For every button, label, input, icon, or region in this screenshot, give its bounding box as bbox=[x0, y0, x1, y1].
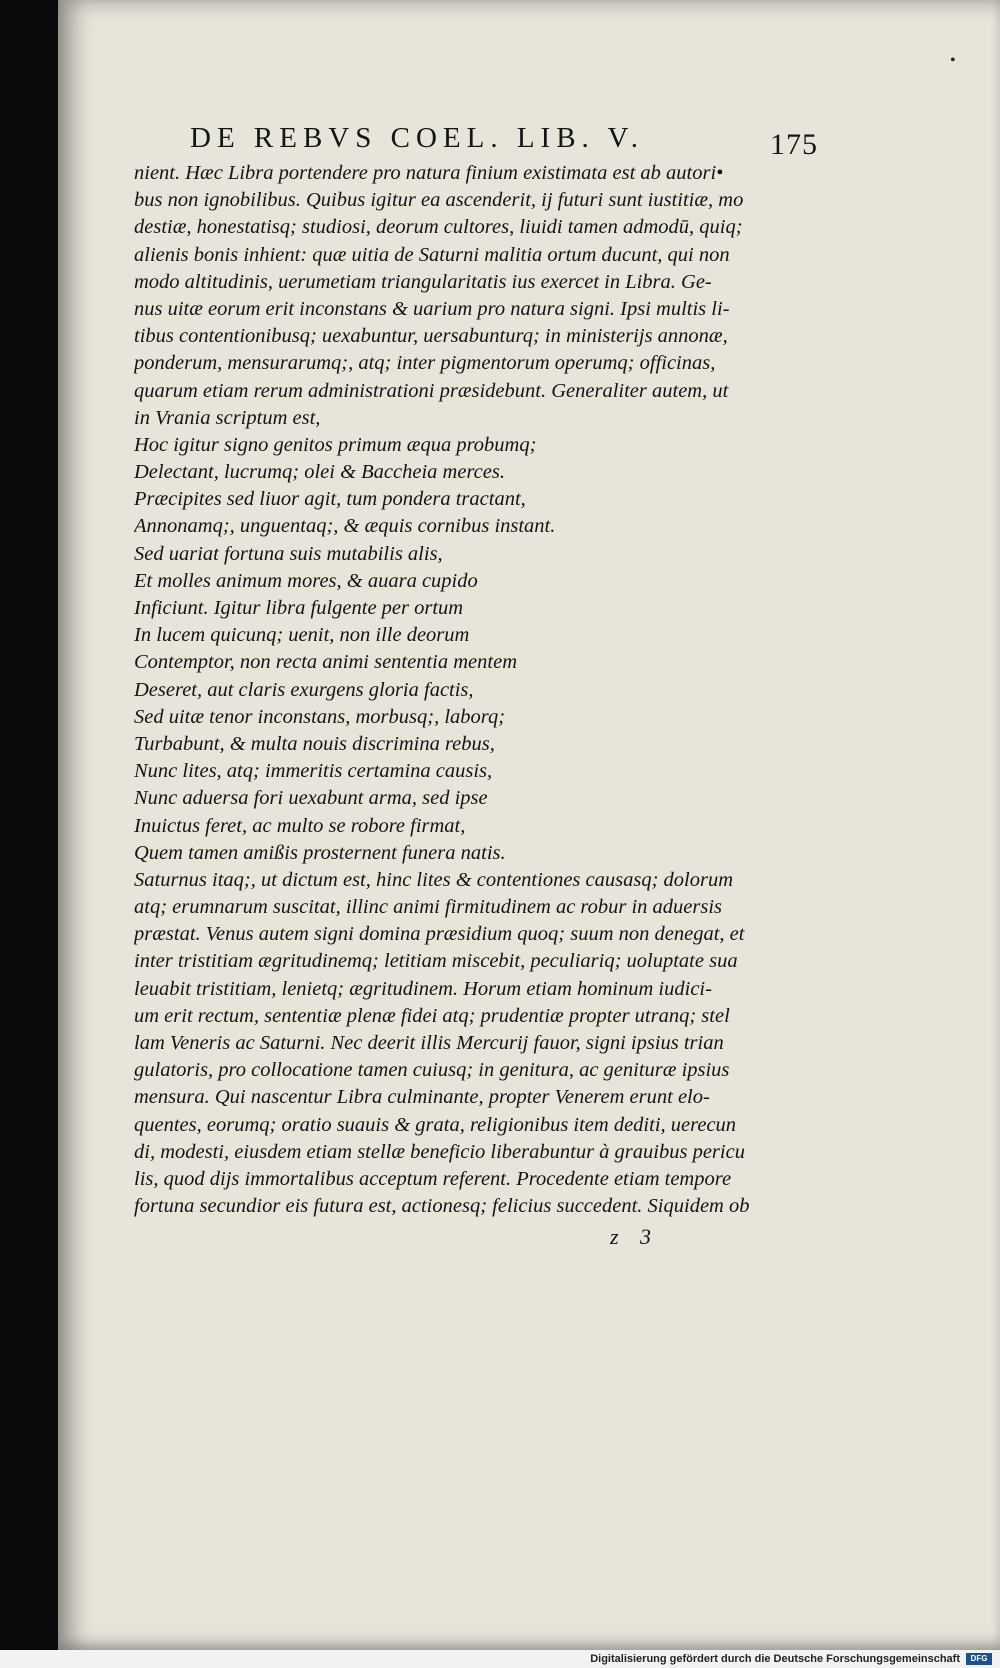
text-line: nient. Hæc Libra portendere pro natura finium existimata est ab autori• bbox=[134, 162, 724, 184]
body-text bbox=[134, 160, 774, 1220]
text-line: atq; erumnarum suscitat, illinc animi firmitudinem ac robur in aduersis bbox=[134, 896, 723, 919]
text-line: Præcipites sed liuor agit, tum pondera tractant, bbox=[134, 488, 526, 511]
text-line: bus non ignobilibus. Quibus igitur ea ascenderit, ij futuri sunt iustitiæ, mo bbox=[134, 189, 744, 212]
text-line: In lucem quicunq; uenit, non ille deorum bbox=[134, 624, 470, 647]
text-line: Sed uariat fortuna suis mutabilis alis, bbox=[134, 542, 443, 565]
text-line: Annonamq;, unguentaq;, & æquis cornibus instant. bbox=[134, 515, 556, 538]
running-title: DE REBVS COEL. LIB. V. bbox=[190, 122, 644, 154]
text-line: Quem tamen amißis prosternent funera natis. bbox=[134, 841, 506, 864]
signature-mark: z 3 bbox=[610, 1224, 660, 1249]
text-line: tibus contentionibusq; uexabuntur, uersabunturq; in ministerijs annonæ, bbox=[134, 325, 728, 348]
text-line: leuabit tristitiam, lenietq; ægritudinem. Horum etiam hominum iudici- bbox=[134, 977, 712, 1000]
page-number: 175 bbox=[770, 128, 818, 161]
dfg-logo: DFG bbox=[966, 1653, 992, 1665]
text-line: fortuna secundior eis futura est, actionesq; felicius succedent. Siquidem ob bbox=[134, 1195, 750, 1218]
text-line: Deseret, aut claris exurgens gloria factis, bbox=[134, 678, 474, 701]
text-line: lis, quod dijs immortalibus acceptum referent. Procedente etiam tempore bbox=[134, 1167, 732, 1190]
text-line: alienis bonis inhient: quæ uitia de Saturni malitia ortum ducunt, qui non bbox=[134, 243, 730, 266]
text-line: nus uitæ eorum erit inconstans & uarium pro natura signi. Ipsi multis li- bbox=[134, 297, 730, 320]
text-line: gulatoris, pro collocatione tamen cuiusq; in genitura, ac genituræ ipsius bbox=[134, 1059, 730, 1082]
footer-bar bbox=[0, 1650, 1000, 1668]
text-line: inter tristitiam ægritudinemq; letitiam miscebit, peculiariq; uoluptate sua bbox=[134, 950, 738, 973]
text-line: mensura. Qui nascentur Libra culminante, propter Venerem erunt elo- bbox=[134, 1086, 710, 1109]
text-line: Contemptor, non recta animi sententia mentem bbox=[134, 651, 517, 674]
text-line: Nunc aduersa fori uexabunt arma, sed ipse bbox=[134, 787, 488, 810]
text-line: præstat. Venus autem signi domina præsidium quoq; suum non denegat, et bbox=[134, 923, 745, 946]
text-line: di, modesti, eiusdem etiam stellæ beneficio liberabuntur à grauibus pericu bbox=[134, 1140, 745, 1163]
text-line: Delectant, lucrumq; olei & Baccheia merces. bbox=[134, 461, 505, 484]
text-line: Nunc lites, atq; immeritis certamina causis, bbox=[134, 760, 493, 783]
text-line: destiæ, honestatisq; studiosi, deorum cultores, liuidi tamen admodū, quiq; bbox=[134, 216, 743, 239]
text-line: lam Veneris ac Saturni. Nec deerit illis Mercurij fauor, signi ipsius trian bbox=[134, 1032, 724, 1054]
text-line: Sed uitæ tenor inconstans, morbusq;, laborq; bbox=[134, 705, 506, 728]
book-page bbox=[58, 0, 1000, 1650]
text-line: Hoc igitur signo genitos primum æqua probumq; bbox=[134, 433, 537, 456]
funding-credit: Digitalisierung gefördert durch die Deutsche Forschungsgemeinschaft bbox=[590, 1653, 960, 1665]
text-line: Inficiunt. Igitur libra fulgente per ortum bbox=[134, 597, 464, 619]
text-line: um erit rectum, sententiæ plenæ fidei atq; prudentiæ propter utranq; stel bbox=[134, 1004, 730, 1027]
text-line: quentes, eorumq; oratio suauis & grata, religionibus item dediti, uerecun bbox=[134, 1113, 737, 1136]
text-line: Turbabunt, & multa nouis discrimina rebus, bbox=[134, 732, 495, 755]
text-line: in Vrania scriptum est, bbox=[134, 406, 321, 429]
text-line: quarum etiam rerum administrationi præsidebunt. Generaliter autem, ut bbox=[134, 379, 729, 402]
text-line: modo altitudinis, uerumetiam triangularitatis ius exercet in Libra. Ge- bbox=[134, 270, 712, 293]
text-line: Inuictus feret, ac multo se robore firmat, bbox=[134, 814, 466, 837]
corner-mark: • bbox=[950, 52, 956, 69]
text-line: Et molles animum mores, & auara cupido bbox=[134, 569, 478, 592]
text-line: ponderum, mensurarumq;, atq; inter pigmentorum operumq; officinas, bbox=[134, 352, 716, 375]
text-line: Saturnus itaq;, ut dictum est, hinc lites & contentiones causasq; dolorum bbox=[134, 868, 734, 891]
